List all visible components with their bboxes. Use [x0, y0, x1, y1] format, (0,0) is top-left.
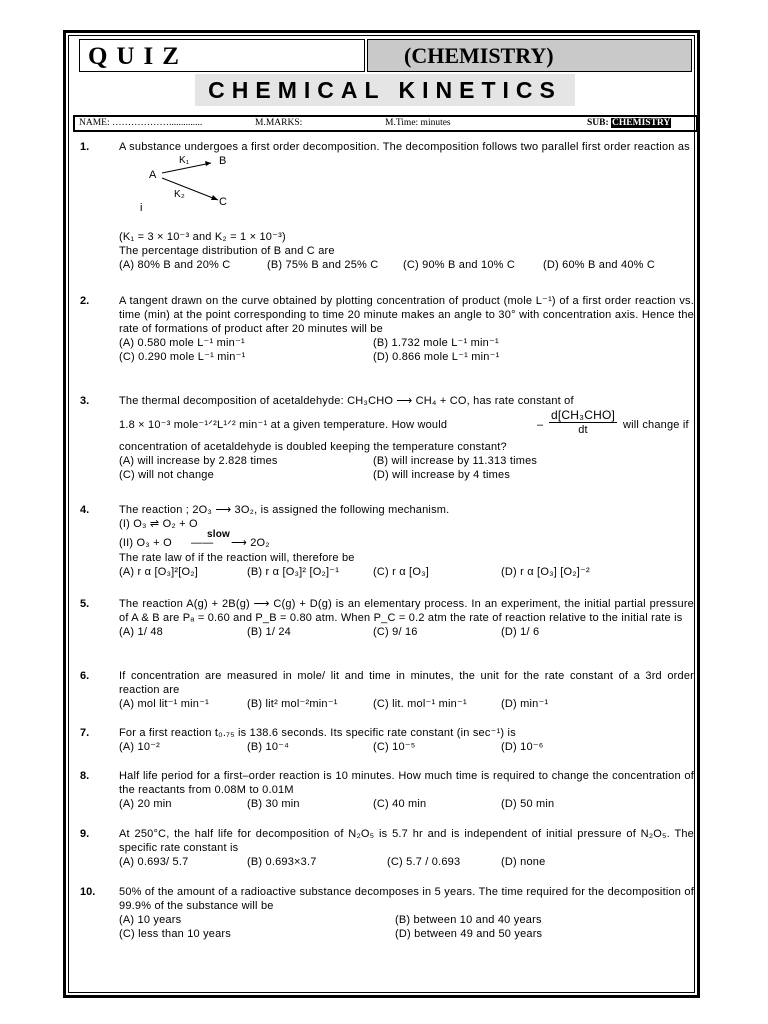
- option-c: (C) 90% B and 10% C: [403, 259, 516, 271]
- option-d: (D) none: [501, 856, 546, 868]
- step-2-products: ⟶ 2O₂: [231, 537, 270, 549]
- subject-heading: (CHEMISTRY): [404, 43, 554, 68]
- option-a: (A) 10⁻²: [119, 741, 161, 753]
- option-c: (C) less than 10 years: [119, 928, 231, 940]
- rate-constant-k2: K₂: [174, 189, 185, 200]
- question-text: The reaction ; 2O₃ ⟶ 3O₂, is assigned the following mechanism.: [119, 504, 450, 516]
- question-number: 2.: [80, 295, 90, 307]
- mechanism-step-2: [119, 531, 694, 551]
- slow-label: slow: [207, 529, 231, 540]
- option-d: (D) will increase by 4 times: [373, 469, 511, 481]
- question-body: [119, 394, 694, 482]
- question-text-line3: concentration of acetaldehyde is doubled keeping the temperature constant?: [119, 441, 507, 453]
- question-body: [119, 140, 694, 272]
- page-inner-border: [68, 35, 695, 993]
- option-d: (D) between 49 and 50 years: [395, 928, 543, 940]
- step-2-arrow: ——: [191, 537, 214, 549]
- option-b: (B) r α [O₃]² [O₂]⁻¹: [247, 566, 340, 578]
- option-a: (A) 80% B and 20% C: [119, 259, 231, 271]
- question-body: [119, 503, 694, 579]
- question-number: 6.: [80, 670, 90, 682]
- quiz-heading: QUIZ: [79, 39, 365, 72]
- options-row: [119, 927, 694, 941]
- subject-label: [587, 117, 671, 130]
- options-row: [119, 350, 694, 364]
- question-prompt: The percentage distribution of B and C are: [119, 245, 335, 257]
- option-d: (D) r α [O₃] [O₂]⁻²: [501, 566, 590, 578]
- option-c: (C) 5.7 / 0.693: [387, 856, 461, 868]
- product-b: B: [219, 155, 227, 167]
- step-2-reactants: (II) O₃ + O: [119, 537, 172, 549]
- options-row: [119, 336, 694, 350]
- options-row: [119, 454, 694, 468]
- option-c: (C) 0.290 mole L⁻¹ min⁻¹: [119, 351, 246, 363]
- options-row: [119, 697, 694, 711]
- parallel-reaction-diagram: [119, 154, 694, 230]
- question-text: 50% of the amount of a radioactive substance decomposes in 5 years. The time required for the decomposition of 99.9% of the substance will be: [119, 886, 694, 912]
- question-text: For a first reaction t₀.₇₅ is 138.6 seconds. Its specific rate constant (in sec⁻¹) is: [119, 727, 516, 739]
- stray-mark: i: [140, 202, 143, 214]
- subject-label-text: SUB:: [587, 118, 609, 128]
- option-c: (C) 40 min: [373, 798, 427, 810]
- reactant-a: A: [149, 169, 157, 181]
- options-row: [119, 855, 694, 869]
- rate-fraction: [549, 408, 617, 437]
- question-text-line1: The thermal decomposition of acetaldehyde: CH₃CHO ⟶ CH₄ + CO, has rate constant of: [119, 395, 574, 407]
- rate-expression-line: [119, 408, 694, 440]
- option-b: (B) 10⁻⁴: [247, 741, 290, 753]
- fraction-denominator: dt: [578, 424, 588, 436]
- question-text-line2-end: will change if: [623, 419, 689, 431]
- option-c: (C) 10⁻⁵: [373, 741, 416, 753]
- options-row: [119, 913, 694, 927]
- question-body: [119, 294, 694, 364]
- question-number: 5.: [80, 598, 90, 610]
- fraction-numerator: d[CH₃CHO]: [551, 408, 616, 422]
- option-b: (B) 1/ 24: [247, 626, 291, 638]
- product-c: C: [219, 196, 228, 208]
- name-label: NAME: ………………..............: [79, 118, 203, 128]
- question-number: 9.: [80, 828, 90, 840]
- subject-heading-box: [367, 39, 692, 72]
- question-body: [119, 726, 694, 754]
- options-row: [119, 468, 694, 482]
- question-body: [119, 827, 694, 869]
- mechanism-step-1: (I) O₃ ⇌ O₂ + O: [119, 518, 198, 530]
- options-row: [119, 625, 694, 639]
- option-c: (C) will not change: [119, 469, 214, 481]
- options-row: [119, 258, 694, 272]
- question-body: [119, 669, 694, 711]
- question-text: The reaction A(g) + 2B(g) ⟶ C(g) + D(g) is an elementary process. In an experiment, the initial partial pressure of A & B are Pₐ = 0.60 and P_B = 0.80 atm. When P_C = 0.2 atm the rate of reaction relative to the initial rate is: [119, 598, 694, 624]
- question-number: 10.: [80, 886, 96, 898]
- option-d: (D) 1/ 6: [501, 626, 540, 638]
- option-b: (B) 0.693×3.7: [247, 856, 317, 868]
- question-body: [119, 885, 694, 941]
- option-a: (A) 20 min: [119, 798, 172, 810]
- options-row: [119, 740, 694, 754]
- option-d: (D) 0.866 mole L⁻¹ min⁻¹: [373, 351, 500, 363]
- max-marks-label: M.MARKS:: [255, 118, 303, 128]
- option-b: (B) lit² mol⁻²min⁻¹: [247, 698, 338, 710]
- question-text: A tangent drawn on the curve obtained by plotting concentration of product (mole L⁻¹) of a first order reaction vs. time (min) at the point corresponding to time 20 minute makes an angle to 30° with concentration axis. Hence the rate of formations of product after 20 minutes will be: [119, 295, 694, 335]
- option-c: (C) r α [O₃]: [373, 566, 430, 578]
- minus-sign: –: [537, 419, 544, 431]
- question-number: 7.: [80, 727, 90, 739]
- student-info-bar: [73, 115, 698, 132]
- option-d: (D) 60% B and 40% C: [543, 259, 656, 271]
- option-a: (A) 0.693/ 5.7: [119, 856, 189, 868]
- question-number: 8.: [80, 770, 90, 782]
- option-b: (B) 1.732 mole L⁻¹ min⁻¹: [373, 337, 499, 349]
- question-text: Half life period for a first–order reaction is 10 minutes. How much time is required to change the concentration of the reactants from 0.08M to 0.01M: [119, 770, 694, 796]
- question-body: [119, 597, 694, 639]
- option-a: (A) 1/ 48: [119, 626, 163, 638]
- option-b: (B) will increase by 11.313 times: [373, 455, 538, 467]
- question-text: A substance undergoes a first order decomposition. The decomposition follows two parallel first order reaction as: [119, 141, 690, 153]
- option-a: (A) 0.580 mole L⁻¹ min⁻¹: [119, 337, 245, 349]
- question-text: At 250°C, the half life for decomposition of N₂O₅ is 5.7 hr and is independent of initial pressure of N₂O₅. The specific rate constant is: [119, 828, 694, 854]
- question-number: 1.: [80, 141, 90, 153]
- options-row: [119, 797, 694, 811]
- option-d: (D) 10⁻⁶: [501, 741, 544, 753]
- option-a: (A) mol lit⁻¹ min⁻¹: [119, 698, 209, 710]
- max-time-label: M.Time: minutes: [385, 118, 451, 128]
- option-a: (A) will increase by 2.828 times: [119, 455, 278, 467]
- question-text-line2: 1.8 × 10⁻³ mole⁻¹ᐟ²L¹ᐟ² min⁻¹ at a given temperature. How would: [119, 419, 448, 431]
- option-b: (B) 75% B and 25% C: [267, 259, 379, 271]
- option-c: (C) lit. mol⁻¹ min⁻¹: [373, 698, 467, 710]
- option-d: (D) min⁻¹: [501, 698, 549, 710]
- question-text: If concentration are measured in mole/ lit and time in minutes, the unit for the rate constant of a 3rd order reaction are: [119, 670, 694, 696]
- question-number: 4.: [80, 504, 90, 516]
- quiz-page: [63, 30, 700, 998]
- page-title: CHEMICAL KINETICS: [195, 74, 575, 106]
- option-d: (D) 50 min: [501, 798, 555, 810]
- option-b: (B) 30 min: [247, 798, 300, 810]
- rate-constant-values: (K₁ = 3 × 10⁻³ and K₂ = 1 × 10⁻³): [119, 231, 286, 243]
- question-prompt: The rate law of if the reaction will, therefore be: [119, 552, 355, 564]
- question-number: 3.: [80, 395, 90, 407]
- rate-constant-k1: K₁: [179, 155, 190, 166]
- option-a: (A) 10 years: [119, 914, 182, 926]
- option-a: (A) r α [O₃]²[O₂]: [119, 566, 199, 578]
- option-b: (B) between 10 and 40 years: [395, 914, 542, 926]
- option-c: (C) 9/ 16: [373, 626, 418, 638]
- options-row: [119, 565, 694, 579]
- subject-value: CHEMISTRY: [612, 118, 671, 128]
- question-body: [119, 769, 694, 811]
